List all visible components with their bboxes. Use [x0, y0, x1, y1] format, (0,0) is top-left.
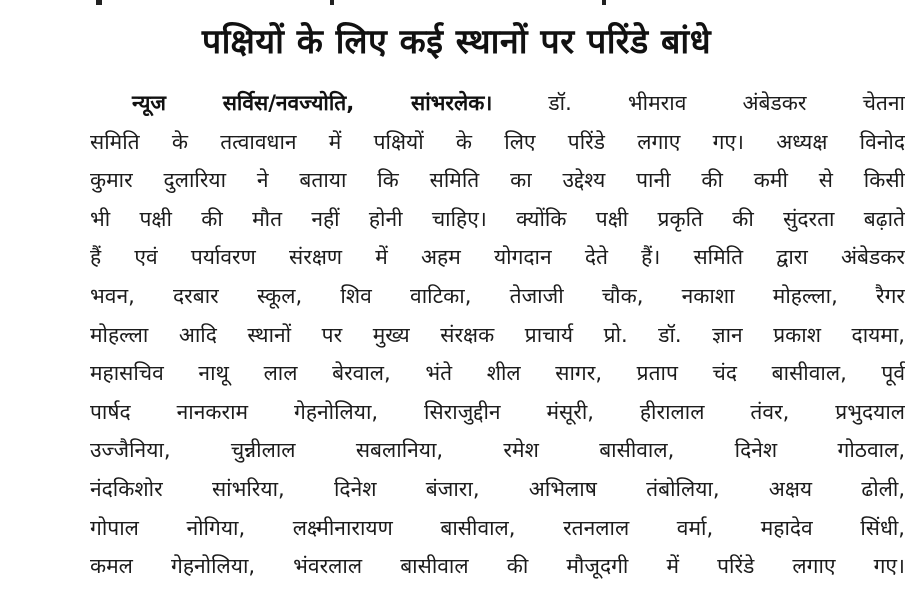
article-line-4: भी पक्षी की मौत नहीं होनी चाहिए। क्योंकि पक्षी प्रकृति की सुंदरता बढ़ाते [90, 206, 905, 231]
cropped-glyph [602, 0, 606, 5]
cropped-glyph [96, 0, 102, 5]
cropped-glyph [330, 0, 334, 5]
article-body [90, 84, 905, 586]
article-line-3: कुमार दुलारिया ने बताया कि समिति का उद्देश्य पानी की कमी से किसी [90, 168, 905, 193]
article-line-8: महासचिव नाथू लाल बेरवाल, भंते शील सागर, प्रताप चंद बासीवाल, पूर्व [90, 361, 905, 386]
article-line-10: उज्जैनिया, चुन्नीलाल सबलानिया, रमेश बासीवाल, दिनेश गोठवाल, [90, 438, 905, 463]
article-line-1-text: डॉ. भीमराव अंबेडकर चेतना [492, 91, 905, 115]
article-headline: पक्षियों के लिए कई स्थानों पर परिंडे बांधे [201, 22, 712, 62]
article-line-1 [90, 84, 905, 123]
article-dateline: न्यूज सर्विस/नवज्योति, सांभरलेक। [132, 91, 493, 115]
article-line-5: हैं एवं पर्यावरण संरक्षण में अहम योगदान देते हैं। समिति द्वारा अंबेडकर [90, 245, 905, 270]
article-line-6: भवन, दरबार स्कूल, शिव वाटिका, तेजाजी चौक, नकाशा मोहल्ला, रैगर [90, 283, 905, 308]
article-line-12: गोपाल नोगिया, लक्ष्मीनारायण बासीवाल, रतनलाल वर्मा, महादेव सिंधी, [90, 515, 905, 540]
cropped-previous-column-edge [0, 0, 913, 10]
article-line-7: मोहल्ला आदि स्थानों पर मुख्य संरक्षक प्राचार्य प्रो. डॉ. ज्ञान प्रकाश दायमा, [90, 322, 905, 347]
article-line-11: नंदकिशोर सांभरिया, दिनेश बंजारा, अभिलाष तंबोलिया, अक्षय ढोली, [90, 476, 905, 501]
article-line-13: कमल गेहनोलिया, भंवरलाल बासीवाल की मौजूदगी में परिंडे लगाए गए। [90, 554, 905, 579]
article-line-2: समिति के तत्वावधान में पक्षियों के लिए परिंडे लगाए गए। अध्यक्ष विनोद [90, 129, 905, 154]
article-line-9: पार्षद नानकराम गेहनोलिया, सिराजुद्दीन मंसूरी, हीरालाल तंवर, प्रभुदयाल [90, 399, 905, 424]
